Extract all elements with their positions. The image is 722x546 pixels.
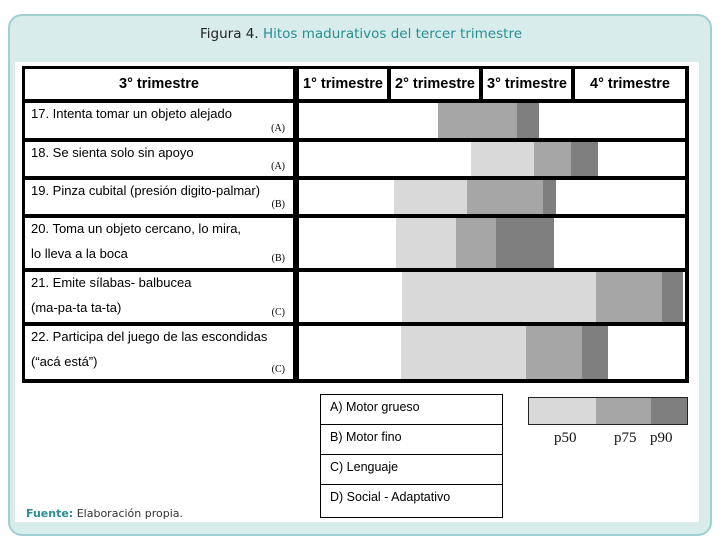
- source-note: [26, 507, 183, 520]
- column-header-2: 2° trimestre: [391, 69, 479, 99]
- bar-p50: [394, 180, 467, 214]
- milestone-category: (A): [271, 123, 285, 134]
- milestone-category: (A): [271, 161, 285, 172]
- column-header-4: 4° trimestre: [575, 69, 685, 99]
- bar-p75: [534, 142, 571, 176]
- source-label: Fuente:: [26, 507, 74, 520]
- milestone-label: [25, 103, 293, 138]
- milestone-label: [25, 218, 293, 268]
- milestone-text: 20. Toma un objeto cercano, lo mira,: [31, 221, 242, 236]
- milestone-text: 22. Participa del juego de las escondidas: [31, 329, 268, 344]
- category-legend: [320, 394, 503, 518]
- milestone-label: [25, 142, 293, 176]
- bar-p50: [402, 272, 596, 322]
- bar-p50: [396, 218, 456, 268]
- bar-p50: [401, 326, 525, 379]
- p50-label: p50: [554, 430, 577, 446]
- bar-p75: [467, 180, 543, 214]
- milestone-text: 19. Pinza cubital (presión digito-palmar): [31, 183, 261, 198]
- legend-motor-fino: B) Motor fino: [321, 425, 502, 455]
- column-header-1: 1° trimestre: [299, 69, 387, 99]
- figure-title: Hitos madurativos del tercer trimestre: [262, 26, 522, 42]
- milestone-text-line2: (ma-pa-ta ta-ta): [31, 300, 122, 315]
- bar-p90: [582, 326, 608, 379]
- milestone-label: [25, 326, 293, 379]
- milestone-text: 21. Emite sílabas- balbucea: [31, 275, 192, 290]
- bar-p75: [526, 326, 582, 379]
- p90-label: p90: [650, 430, 673, 446]
- p50-swatch: [529, 398, 596, 424]
- milestone-text-line2: (“acá está”): [31, 354, 98, 369]
- bar-p75: [438, 103, 517, 138]
- milestone-category: (C): [271, 364, 285, 375]
- percentile-legend: [528, 397, 688, 425]
- bar-p90: [571, 142, 598, 176]
- milestone-text-line2: lo lleva a la boca: [31, 246, 128, 261]
- legend-social-adaptativo: D) Social - Adaptativo: [330, 490, 451, 504]
- p75-swatch: [596, 398, 651, 424]
- figure-label: Figura 4.: [200, 26, 259, 42]
- milestone-text: 17. Intenta tomar un objeto alejado: [31, 106, 232, 121]
- milestone-chart: [22, 66, 689, 383]
- bar-p90: [517, 103, 539, 138]
- bar-p75: [456, 218, 496, 268]
- milestone-label: [25, 180, 293, 214]
- bar-p90: [662, 272, 683, 322]
- bar-p50: [471, 142, 535, 176]
- row-header: 3° trimestre: [25, 69, 293, 99]
- legend-motor-grueso: A) Motor grueso: [321, 395, 502, 425]
- milestone-category: (C): [271, 307, 285, 318]
- bar-p90: [543, 180, 556, 214]
- milestone-category: (B): [271, 253, 285, 264]
- bar-p90: [496, 218, 554, 268]
- bar-p75: [596, 272, 662, 322]
- source-text: Elaboración propia.: [76, 507, 184, 520]
- legend-lenguaje: C) Lenguaje: [321, 455, 502, 485]
- figure-caption: [0, 26, 722, 42]
- milestone-label: [25, 272, 293, 322]
- column-header-3: 3° trimestre: [483, 69, 571, 99]
- p90-swatch: [651, 398, 687, 424]
- milestone-category: (B): [271, 199, 285, 210]
- p75-label: p75: [614, 430, 637, 446]
- milestone-text: 18. Se sienta solo sin apoyo: [31, 145, 194, 160]
